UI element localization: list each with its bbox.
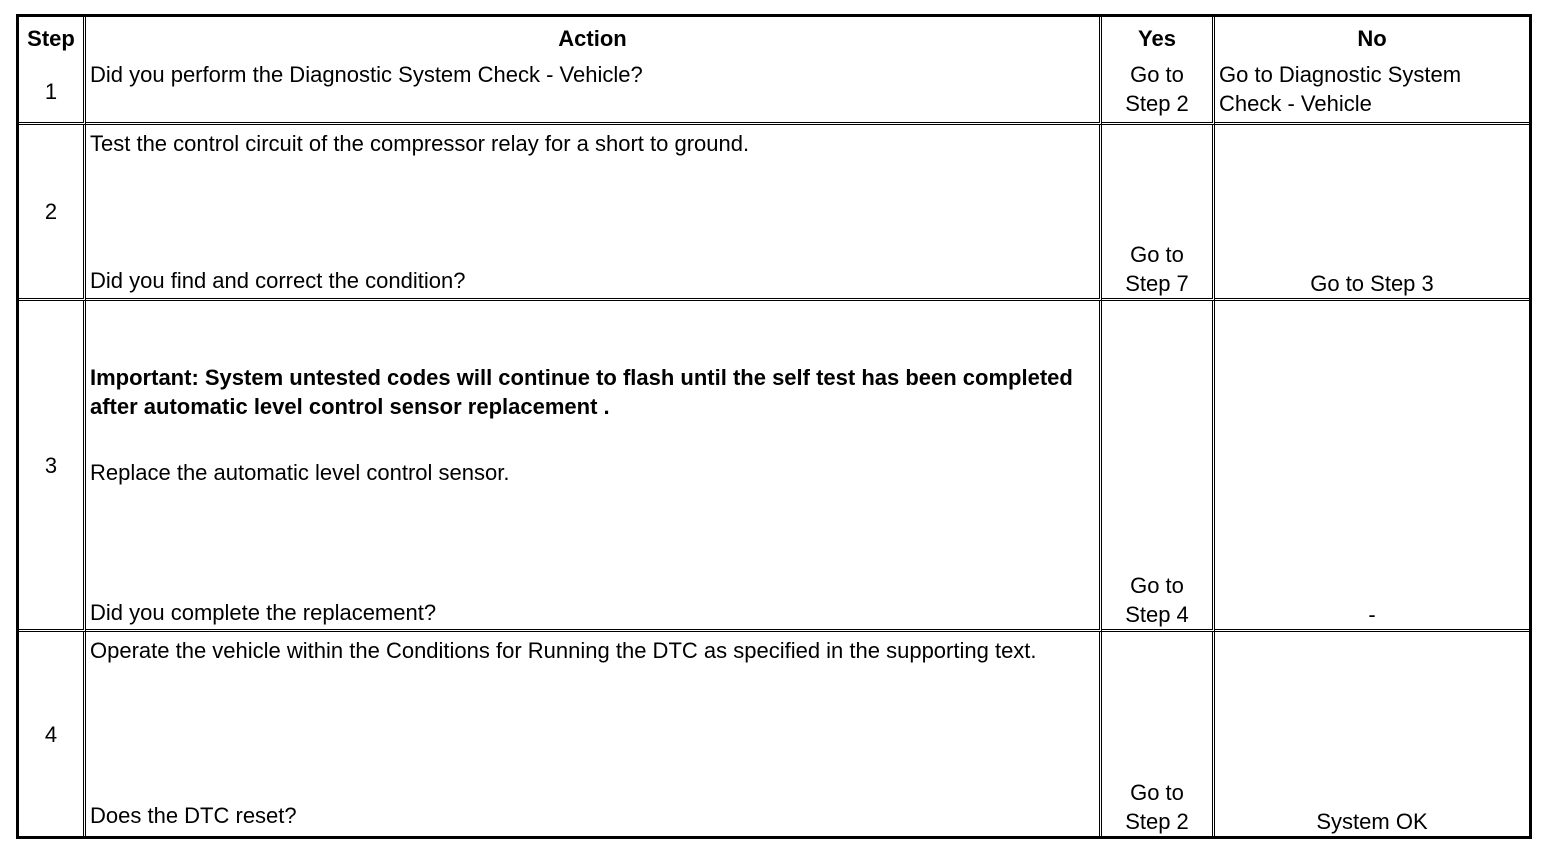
yes-goto-label: Go to [1130,573,1184,598]
header-row [19,17,1529,60]
table-row [19,632,1529,836]
table-row [19,60,1529,125]
step-number: 3 [19,301,86,632]
yes-goto-label: Go to [1130,780,1184,805]
yes-goto-label: Go to [1130,242,1184,267]
no-cell: Go to Step 3 [1215,125,1529,301]
step-number: 2 [19,125,86,301]
yes-cell [1102,125,1215,301]
header-yes: Yes [1102,17,1215,60]
no-cell: System OK [1316,809,1428,834]
yes-cell [1102,632,1215,836]
table-row [19,301,1529,632]
yes-goto-label: Go to [1130,62,1184,87]
yes-goto-step: Step 2 [1125,809,1189,834]
yes-goto-step: Step 4 [1125,602,1189,627]
header-no: No [1357,26,1387,51]
action-text: Operate the vehicle within the Conditions for Running the DTC as specified in the supporting text. [90,638,1037,663]
table-row [19,125,1529,301]
action-text: Did you perform the Diagnostic System Check - Vehicle? [90,62,643,87]
action-cell [86,60,1102,125]
header-action: Action [86,17,1102,60]
diagnostic-table [16,14,1532,839]
action-question: Did you find and correct the condition? [90,268,466,293]
header-step: Step [19,17,86,60]
yes-goto-step: Step 2 [1125,91,1189,116]
yes-cell [1102,60,1215,125]
action-cell [86,632,1102,836]
action-cell [86,125,1102,301]
no-cell: - [1215,301,1529,632]
yes-cell [1102,301,1215,632]
action-question: Did you complete the replacement? [90,600,437,625]
yes-goto-step: Step 7 [1125,271,1189,296]
action-question: Does the DTC reset? [90,803,297,828]
step-number: 4 [19,632,86,836]
no-cell: Go to Diagnostic System Check - Vehicle [1215,60,1529,125]
action-cell [86,301,1102,632]
important-note: Important: System untested codes will continue to flash until the self test has been completed after automatic level control sensor replacement . [90,365,1073,419]
step-number: 1 [19,60,86,125]
action-text: Replace the automatic level control sensor. [90,460,510,485]
action-text: Test the control circuit of the compressor relay for a short to ground. [90,131,750,156]
